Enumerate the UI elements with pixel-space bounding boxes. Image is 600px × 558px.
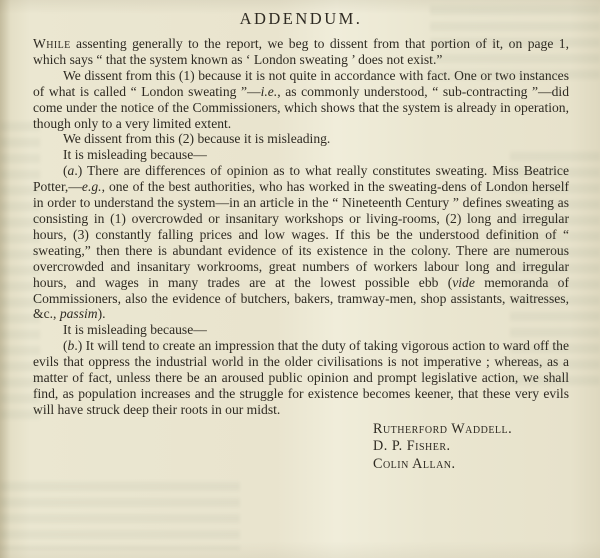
- signature-block: [373, 421, 569, 473]
- paragraph-point-b: [33, 338, 569, 418]
- text-segment: i.e.: [260, 83, 278, 99]
- text-segment: .) It will tend to create an impression that the duty of taking vigorous action to ward off the evils that oppress the industrial world in the older civilisations is not imperative ; whereas, as a matter of fact, unless there be an aroused public opinion and prompt legislative action, we shall find, as population increases and the struggle for existence becomes keener, that these very evils will have struck deep their roots in our midst.: [33, 338, 569, 417]
- signature-fisher: D. P. Fisher.: [373, 438, 451, 455]
- text-segment: We dissent from this (1) because it is not quite in accordance with fact. One or two instances of what is called “ London sweating ”—: [33, 67, 569, 99]
- paragraph-dissent-2: [33, 131, 569, 147]
- text-segment: , as commonly understood, “ sub-contracting ”—did come under the notice of the Commissioners, which shows that the system is already in operation, though only to a very limited extent.: [33, 83, 569, 131]
- text-segment: a: [67, 163, 75, 179]
- text-segment: memoranda of Commissioners, also the evidence of butchers, bakers, tramway-men, shop assistants, waitresses, &c.,: [33, 274, 569, 322]
- text-segment: assenting generally to the report, we beg to dissent from that portion of it, on page 1, which says “ that the system known as ‘ London sweating ’ does not exist.”: [33, 36, 569, 67]
- paragraph-misleading-intro-a: [33, 147, 569, 163]
- text-segment: It is misleading because—: [63, 322, 207, 338]
- page-title: ADDENDUM.: [239, 9, 363, 28]
- text-segment: b: [67, 338, 75, 354]
- paragraph-point-a: [33, 163, 569, 322]
- text-segment: , one of the best authorities, who has worked in the sweating-dens of London herself in order to understand the system—in an article in the “ Nineteenth Century ” defines sweating as consisting in (1) overcrowded or insanitary workshops or living-rooms, (2) long and irregular hours, (3) constantly falling prices and low wages. If this be the understood definition of “ sweating,” then there is abundant evidence of its existence in the colony. There are numerous overcrowded and insanitary workrooms, great numbers of workers labour long and irregular hours, and wages in many trades are at the lowest possible ebb (: [33, 179, 569, 290]
- text-segment: ).: [97, 306, 106, 322]
- text-segment: While: [33, 36, 71, 51]
- text-segment: (: [63, 163, 68, 179]
- text-segment: passim: [59, 306, 98, 322]
- text-segment: .) There are differences of opinion as to what really constitutes sweating. Miss Beatrice Potter,—: [33, 163, 569, 195]
- text-segment: We dissent from this (2) because it is misleading.: [63, 131, 331, 147]
- signature-allan: Colin Allan.: [373, 455, 456, 472]
- document-body: [33, 36, 569, 418]
- paragraph-opening: [33, 36, 569, 68]
- showthrough-texture: [0, 480, 240, 550]
- text-segment: e.g.: [81, 179, 102, 195]
- paragraph-misleading-intro-b: [33, 322, 569, 338]
- signature-waddell: Rutherford Waddell.: [373, 420, 513, 437]
- paragraph-dissent-1: [33, 68, 569, 132]
- text-segment: It is misleading because—: [63, 147, 207, 163]
- text-segment: vide: [452, 274, 475, 290]
- text-segment: (: [63, 338, 68, 354]
